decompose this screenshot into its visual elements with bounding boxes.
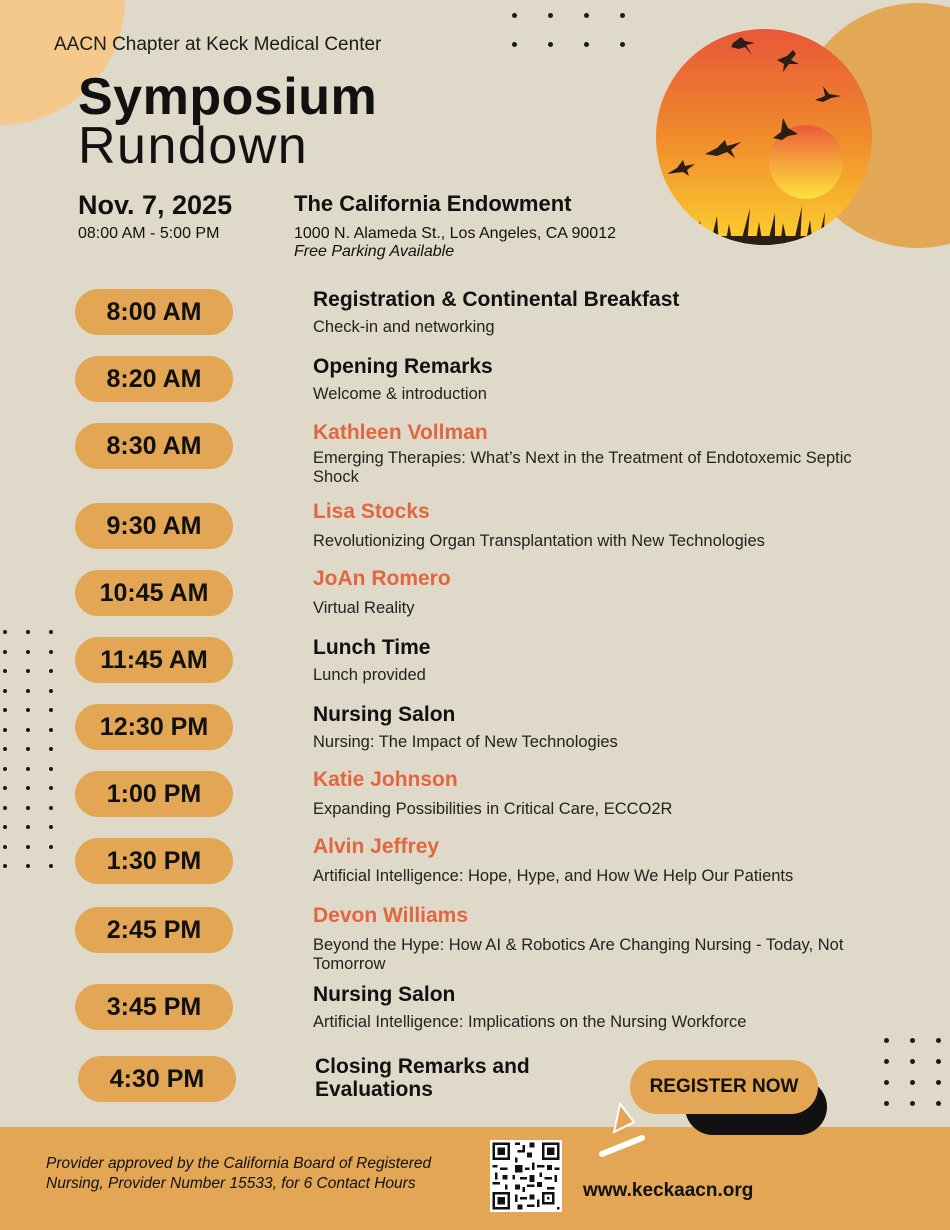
time-pill: 9:30 AM bbox=[75, 503, 233, 549]
time-pill: 1:30 PM bbox=[75, 838, 233, 884]
speaker-name: Lisa Stocks bbox=[313, 500, 430, 523]
time-pill: 3:45 PM bbox=[75, 984, 233, 1030]
venue-address: 1000 N. Alameda St., Los Angeles, CA 90012 bbox=[294, 225, 616, 242]
closing-title: Closing Remarks and Evaluations bbox=[315, 1055, 530, 1101]
session-description: Virtual Reality bbox=[313, 599, 415, 617]
speaker-name: Kathleen Vollman bbox=[313, 421, 488, 444]
time-pill: 11:45 AM bbox=[75, 637, 233, 683]
time-pill: 12:30 PM bbox=[75, 704, 233, 750]
session-description: Beyond the Hype: How AI & Robotics Are Changing Nursing - Today, Not Tomorrow bbox=[313, 936, 844, 973]
session-title: Nursing Salon bbox=[313, 703, 456, 726]
speaker-name: Devon Williams bbox=[313, 904, 469, 927]
parking-note: Free Parking Available bbox=[294, 243, 455, 260]
time-pill: 8:20 AM bbox=[75, 356, 233, 402]
qr-code[interactable] bbox=[490, 1140, 562, 1212]
website-link[interactable]: www.keckaacn.org bbox=[583, 1180, 754, 1201]
speaker-name: JoAn Romero bbox=[313, 567, 451, 590]
speaker-name: Alvin Jeffrey bbox=[313, 835, 440, 858]
session-title: Registration & Continental Breakfast bbox=[313, 288, 680, 311]
session-description: Nursing: The Impact of New Technologies bbox=[313, 733, 618, 751]
page-title: Symposium bbox=[78, 68, 378, 126]
provider-statement: Provider approved by the California Board of Registered Nursing, Provider Number 15533, for 6 Contact Hours bbox=[46, 1155, 432, 1192]
time-pill: 2:45 PM bbox=[75, 907, 233, 953]
page-subtitle: Rundown bbox=[78, 117, 309, 175]
session-description: Expanding Possibilities in Critical Care, ECCO2R bbox=[313, 800, 673, 818]
time-pill: 8:30 AM bbox=[75, 423, 233, 469]
event-date: Nov. 7, 2025 bbox=[78, 190, 233, 220]
sunset-birds-illustration bbox=[655, 28, 873, 246]
time-pill: 1:00 PM bbox=[75, 771, 233, 817]
organization-name: AACN Chapter at Keck Medical Center bbox=[54, 34, 382, 55]
session-description: Revolutionizing Organ Transplantation with New Technologies bbox=[313, 532, 765, 550]
time-pill: 4:30 PM bbox=[78, 1056, 236, 1102]
session-description: Lunch provided bbox=[313, 666, 426, 684]
dot-grid-top bbox=[512, 13, 625, 47]
register-now-button[interactable]: REGISTER NOW bbox=[630, 1060, 818, 1114]
session-description: Check-in and networking bbox=[313, 318, 495, 336]
time-pill: 10:45 AM bbox=[75, 570, 233, 616]
session-description: Artificial Intelligence: Implications on the Nursing Workforce bbox=[313, 1013, 747, 1031]
speaker-name: Katie Johnson bbox=[313, 768, 458, 791]
dot-grid-bottom-right bbox=[884, 1038, 941, 1106]
venue-name: The California Endowment bbox=[294, 191, 572, 216]
session-description: Welcome & introduction bbox=[313, 385, 487, 403]
session-title: Opening Remarks bbox=[313, 355, 493, 378]
session-description: Emerging Therapies: What’s Next in the Treatment of Endotoxemic Septic Shock bbox=[313, 449, 852, 486]
dot-grid-left bbox=[3, 630, 53, 868]
time-pill: 8:00 AM bbox=[75, 289, 233, 335]
session-description: Artificial Intelligence: Hope, Hype, and How We Help Our Patients bbox=[313, 867, 794, 885]
event-hours: 08:00 AM - 5:00 PM bbox=[78, 225, 220, 242]
session-title: Nursing Salon bbox=[313, 983, 456, 1006]
arrow-pointer-icon bbox=[598, 1098, 658, 1160]
session-title: Lunch Time bbox=[313, 636, 431, 659]
